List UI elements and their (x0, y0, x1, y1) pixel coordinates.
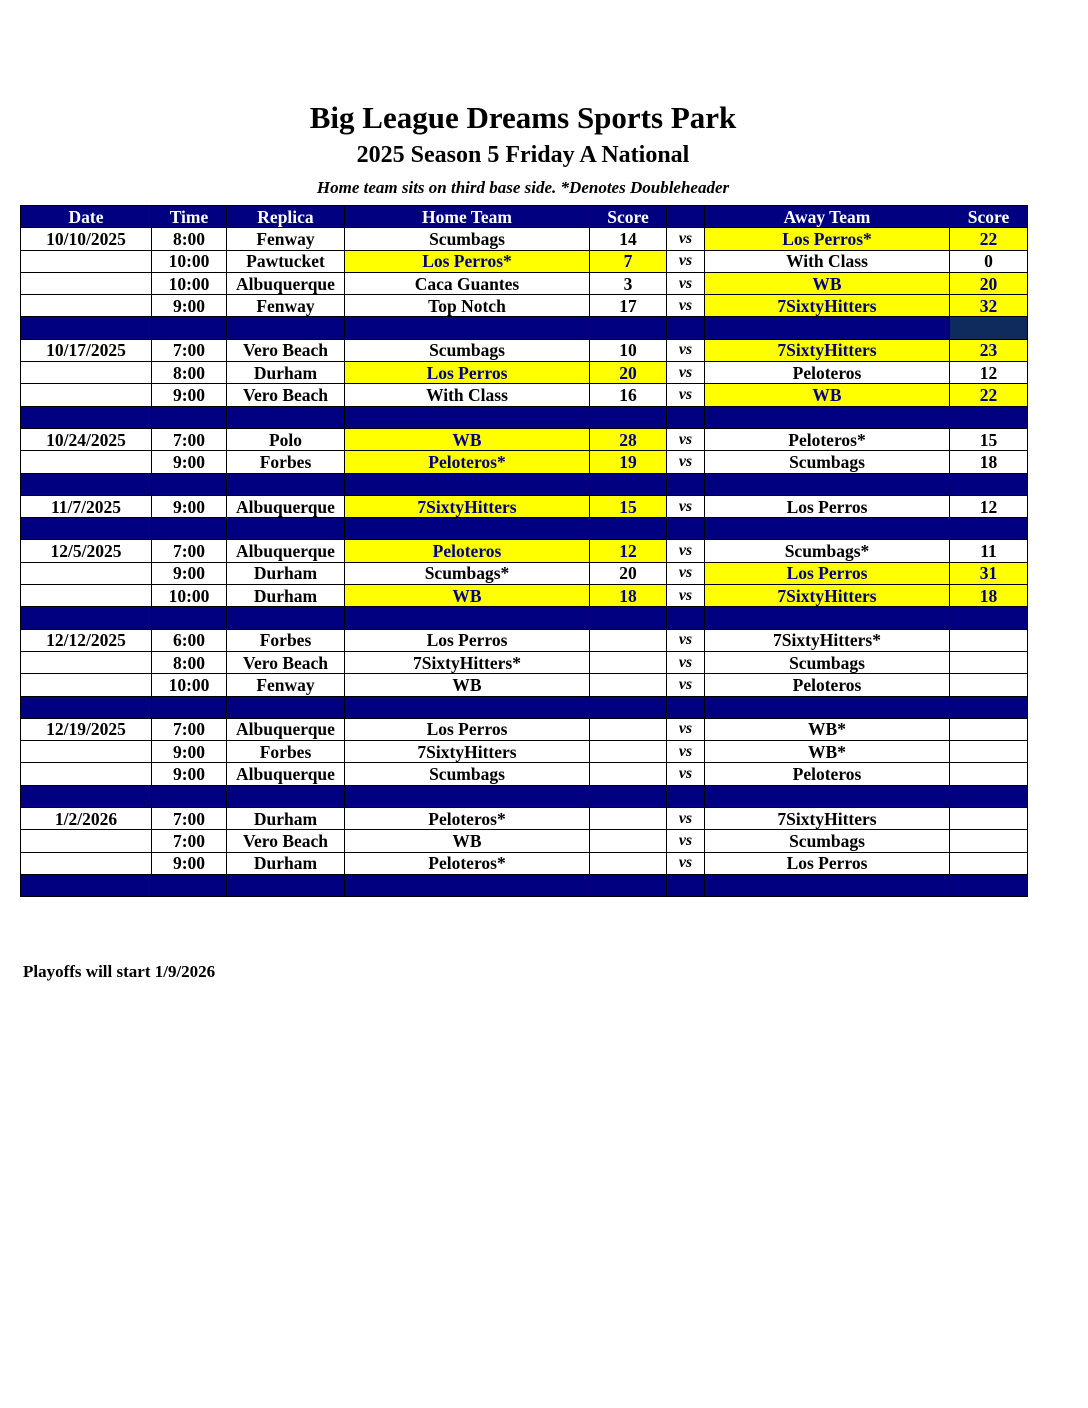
home-team-cell: WB (345, 674, 590, 696)
separator-cell (667, 518, 705, 540)
away-score-cell (950, 808, 1028, 830)
vs-cell: vs (667, 763, 705, 785)
home-team-cell: WB (345, 585, 590, 607)
separator-cell (705, 518, 950, 540)
time-cell: 7:00 (152, 808, 227, 830)
separator-row (21, 317, 1028, 339)
vs-cell: vs (667, 808, 705, 830)
date-cell: 11/7/2025 (21, 495, 152, 517)
home-team-cell: Top Notch (345, 295, 590, 317)
home-team-cell: Scumbags* (345, 562, 590, 584)
separator-cell (590, 874, 667, 896)
time-cell: 9:00 (152, 384, 227, 406)
home-score-cell: 7 (590, 250, 667, 272)
page-title: Big League Dreams Sports Park (309, 100, 737, 135)
separator-cell (21, 317, 152, 339)
time-cell: 9:00 (152, 495, 227, 517)
separator-cell (345, 406, 590, 428)
separator-cell (345, 696, 590, 718)
separator-cell (227, 406, 345, 428)
replica-cell: Durham (227, 852, 345, 874)
away-team-cell: Scumbags (705, 651, 950, 673)
vs-cell: vs (667, 629, 705, 651)
replica-cell: Albuquerque (227, 272, 345, 294)
separator-cell (590, 317, 667, 339)
replica-cell: Vero Beach (227, 384, 345, 406)
separator-cell (950, 473, 1028, 495)
separator-cell (227, 473, 345, 495)
vs-cell: vs (667, 384, 705, 406)
col-home-score: Score (590, 206, 667, 228)
home-score-cell: 10 (590, 339, 667, 361)
time-cell: 8:00 (152, 228, 227, 250)
away-team-cell: WB* (705, 741, 950, 763)
home-score-cell: 18 (590, 585, 667, 607)
date-cell (21, 272, 152, 294)
away-score-cell (950, 763, 1028, 785)
col-vs (667, 206, 705, 228)
time-cell: 9:00 (152, 852, 227, 874)
vs-cell: vs (667, 250, 705, 272)
home-team-cell: 7SixtyHitters (345, 495, 590, 517)
away-score-cell: 15 (950, 428, 1028, 450)
away-team-cell: WB (705, 384, 950, 406)
separator-cell (590, 607, 667, 629)
separator-cell (667, 607, 705, 629)
away-score-cell: 31 (950, 562, 1028, 584)
date-cell (21, 741, 152, 763)
separator-cell (950, 518, 1028, 540)
replica-cell: Polo (227, 428, 345, 450)
time-cell: 10:00 (152, 585, 227, 607)
away-score-cell: 12 (950, 362, 1028, 384)
date-cell (21, 451, 152, 473)
col-away-team: Away Team (705, 206, 950, 228)
date-cell (21, 250, 152, 272)
date-cell: 1/2/2026 (21, 808, 152, 830)
table-row (21, 830, 1028, 852)
home-score-cell (590, 718, 667, 740)
separator-cell (667, 874, 705, 896)
separator-cell (152, 473, 227, 495)
table-row (21, 495, 1028, 517)
home-team-cell: Scumbags (345, 228, 590, 250)
playoffs-note: Playoffs will start 1/9/2026 (23, 962, 216, 981)
table-row (21, 428, 1028, 450)
time-cell: 7:00 (152, 718, 227, 740)
separator-row (21, 607, 1028, 629)
time-cell: 9:00 (152, 763, 227, 785)
away-team-cell: With Class (705, 250, 950, 272)
date-cell (21, 674, 152, 696)
away-score-cell (950, 830, 1028, 852)
away-score-cell (950, 651, 1028, 673)
separator-cell (590, 518, 667, 540)
away-score-cell (950, 718, 1028, 740)
time-cell: 8:00 (152, 362, 227, 384)
replica-cell: Fenway (227, 295, 345, 317)
home-team-cell: WB (345, 428, 590, 450)
date-cell: 10/17/2025 (21, 339, 152, 361)
away-team-cell: Los Perros* (705, 228, 950, 250)
vs-cell: vs (667, 362, 705, 384)
away-team-cell: 7SixtyHitters (705, 295, 950, 317)
separator-cell (345, 607, 590, 629)
time-cell: 7:00 (152, 428, 227, 450)
separator-cell (227, 874, 345, 896)
col-time: Time (152, 206, 227, 228)
date-cell: 12/19/2025 (21, 718, 152, 740)
table-row (21, 451, 1028, 473)
date-cell (21, 830, 152, 852)
table-row (21, 362, 1028, 384)
away-team-cell: Scumbags* (705, 540, 950, 562)
vs-cell: vs (667, 495, 705, 517)
home-team-cell: Peloteros* (345, 852, 590, 874)
home-team-cell: Caca Guantes (345, 272, 590, 294)
home-score-cell (590, 629, 667, 651)
separator-cell (152, 406, 227, 428)
home-score-cell: 20 (590, 562, 667, 584)
table-header-row (21, 206, 1028, 228)
separator-cell (152, 317, 227, 339)
home-team-cell: Los Perros (345, 362, 590, 384)
table-row (21, 540, 1028, 562)
home-score-cell: 17 (590, 295, 667, 317)
separator-cell (705, 406, 950, 428)
vs-cell: vs (667, 272, 705, 294)
separator-cell (152, 518, 227, 540)
vs-cell: vs (667, 339, 705, 361)
time-cell: 8:00 (152, 651, 227, 673)
home-team-cell: 7SixtyHitters* (345, 651, 590, 673)
table-row (21, 585, 1028, 607)
separator-cell (227, 785, 345, 807)
separator-cell (345, 785, 590, 807)
home-score-cell: 20 (590, 362, 667, 384)
table-row (21, 741, 1028, 763)
separator-cell (590, 406, 667, 428)
separator-cell (705, 696, 950, 718)
vs-cell: vs (667, 540, 705, 562)
separator-cell (950, 874, 1028, 896)
replica-cell: Forbes (227, 629, 345, 651)
schedule-table (20, 205, 1028, 897)
table-row (21, 763, 1028, 785)
date-cell (21, 384, 152, 406)
table-row (21, 718, 1028, 740)
season-subtitle: 2025 Season 5 Friday A National (356, 142, 690, 168)
away-team-cell: Los Perros (705, 562, 950, 584)
home-score-cell (590, 830, 667, 852)
time-cell: 7:00 (152, 540, 227, 562)
replica-cell: Albuquerque (227, 718, 345, 740)
time-cell: 6:00 (152, 629, 227, 651)
separator-cell (950, 607, 1028, 629)
home-score-cell (590, 651, 667, 673)
table-row (21, 852, 1028, 874)
away-team-cell: Scumbags (705, 451, 950, 473)
date-cell (21, 562, 152, 584)
table-row (21, 651, 1028, 673)
away-score-cell: 22 (950, 384, 1028, 406)
away-score-cell (950, 629, 1028, 651)
schedule-body (21, 228, 1028, 897)
separator-cell (152, 874, 227, 896)
date-cell (21, 651, 152, 673)
separator-cell (705, 785, 950, 807)
table-row (21, 808, 1028, 830)
table-row (21, 295, 1028, 317)
vs-cell: vs (667, 295, 705, 317)
home-score-cell: 12 (590, 540, 667, 562)
home-team-cell: WB (345, 830, 590, 852)
separator-cell (705, 317, 950, 339)
col-replica: Replica (227, 206, 345, 228)
away-score-cell: 32 (950, 295, 1028, 317)
col-date: Date (21, 206, 152, 228)
table-row (21, 339, 1028, 361)
separator-cell (21, 874, 152, 896)
separator-cell (21, 785, 152, 807)
home-score-cell (590, 852, 667, 874)
separator-cell (227, 607, 345, 629)
replica-cell: Durham (227, 362, 345, 384)
replica-cell: Vero Beach (227, 830, 345, 852)
away-team-cell: 7SixtyHitters (705, 339, 950, 361)
separator-cell (227, 518, 345, 540)
time-cell: 9:00 (152, 562, 227, 584)
date-cell (21, 763, 152, 785)
away-team-cell: 7SixtyHitters (705, 808, 950, 830)
vs-cell: vs (667, 718, 705, 740)
date-cell: 10/24/2025 (21, 428, 152, 450)
time-cell: 7:00 (152, 339, 227, 361)
home-score-cell: 15 (590, 495, 667, 517)
home-score-cell: 28 (590, 428, 667, 450)
time-cell: 9:00 (152, 295, 227, 317)
away-score-cell: 18 (950, 451, 1028, 473)
date-cell (21, 295, 152, 317)
separator-cell (21, 518, 152, 540)
home-score-cell (590, 674, 667, 696)
home-team-cell: Peloteros* (345, 808, 590, 830)
vs-cell: vs (667, 451, 705, 473)
home-score-cell: 3 (590, 272, 667, 294)
table-row (21, 674, 1028, 696)
away-score-cell (950, 852, 1028, 874)
separator-cell (21, 406, 152, 428)
date-cell (21, 852, 152, 874)
vs-cell: vs (667, 428, 705, 450)
home-team-cell: Los Perros (345, 629, 590, 651)
replica-cell: Durham (227, 585, 345, 607)
time-cell: 9:00 (152, 451, 227, 473)
separator-row (21, 518, 1028, 540)
home-score-cell: 14 (590, 228, 667, 250)
separator-cell (227, 317, 345, 339)
away-score-cell (950, 741, 1028, 763)
separator-cell (21, 696, 152, 718)
table-row (21, 562, 1028, 584)
replica-cell: Fenway (227, 228, 345, 250)
col-home-team: Home Team (345, 206, 590, 228)
table-row (21, 250, 1028, 272)
separator-row (21, 785, 1028, 807)
vs-cell: vs (667, 852, 705, 874)
home-team-cell: With Class (345, 384, 590, 406)
home-team-cell: Los Perros (345, 718, 590, 740)
separator-cell (345, 874, 590, 896)
away-team-cell: Peloteros (705, 362, 950, 384)
separator-cell (705, 874, 950, 896)
away-team-cell: WB (705, 272, 950, 294)
time-cell: 10:00 (152, 272, 227, 294)
separator-cell (950, 785, 1028, 807)
away-team-cell: 7SixtyHitters (705, 585, 950, 607)
vs-cell: vs (667, 830, 705, 852)
home-score-cell (590, 763, 667, 785)
table-row (21, 228, 1028, 250)
separator-cell (950, 696, 1028, 718)
separator-cell (345, 317, 590, 339)
time-cell: 10:00 (152, 674, 227, 696)
separator-cell (950, 317, 1028, 339)
separator-cell (345, 473, 590, 495)
replica-cell: Albuquerque (227, 495, 345, 517)
replica-cell: Vero Beach (227, 339, 345, 361)
schedule-note: Home team sits on third base side. *Denotes Doubleheader (316, 178, 730, 197)
replica-cell: Durham (227, 808, 345, 830)
away-score-cell: 0 (950, 250, 1028, 272)
replica-cell: Forbes (227, 451, 345, 473)
separator-cell (950, 406, 1028, 428)
away-score-cell: 23 (950, 339, 1028, 361)
away-score-cell: 22 (950, 228, 1028, 250)
date-cell: 12/12/2025 (21, 629, 152, 651)
replica-cell: Pawtucket (227, 250, 345, 272)
time-cell: 10:00 (152, 250, 227, 272)
away-team-cell: 7SixtyHitters* (705, 629, 950, 651)
away-score-cell: 11 (950, 540, 1028, 562)
separator-cell (21, 473, 152, 495)
separator-cell (152, 607, 227, 629)
replica-cell: Albuquerque (227, 763, 345, 785)
away-team-cell: Peloteros (705, 674, 950, 696)
away-team-cell: Peloteros* (705, 428, 950, 450)
home-team-cell: 7SixtyHitters (345, 741, 590, 763)
away-team-cell: WB* (705, 718, 950, 740)
separator-row (21, 696, 1028, 718)
separator-cell (667, 785, 705, 807)
away-team-cell: Scumbags (705, 830, 950, 852)
away-score-cell: 12 (950, 495, 1028, 517)
col-away-score: Score (950, 206, 1028, 228)
away-team-cell: Los Perros (705, 495, 950, 517)
separator-cell (705, 607, 950, 629)
separator-cell (667, 473, 705, 495)
replica-cell: Albuquerque (227, 540, 345, 562)
time-cell: 7:00 (152, 830, 227, 852)
away-team-cell: Peloteros (705, 763, 950, 785)
vs-cell: vs (667, 651, 705, 673)
replica-cell: Durham (227, 562, 345, 584)
vs-cell: vs (667, 228, 705, 250)
separator-cell (667, 317, 705, 339)
separator-row (21, 473, 1028, 495)
time-cell: 9:00 (152, 741, 227, 763)
separator-cell (667, 406, 705, 428)
table-row (21, 384, 1028, 406)
separator-cell (345, 518, 590, 540)
away-score-cell (950, 674, 1028, 696)
home-team-cell: Los Perros* (345, 250, 590, 272)
separator-cell (590, 696, 667, 718)
table-row (21, 629, 1028, 651)
home-score-cell: 19 (590, 451, 667, 473)
home-team-cell: Peloteros (345, 540, 590, 562)
separator-cell (152, 696, 227, 718)
date-cell (21, 362, 152, 384)
separator-cell (705, 473, 950, 495)
vs-cell: vs (667, 741, 705, 763)
separator-row (21, 406, 1028, 428)
home-team-cell: Peloteros* (345, 451, 590, 473)
home-score-cell: 16 (590, 384, 667, 406)
separator-cell (21, 607, 152, 629)
separator-cell (590, 785, 667, 807)
separator-row (21, 874, 1028, 896)
replica-cell: Vero Beach (227, 651, 345, 673)
date-cell (21, 585, 152, 607)
home-score-cell (590, 808, 667, 830)
separator-cell (227, 696, 345, 718)
date-cell: 10/10/2025 (21, 228, 152, 250)
replica-cell: Forbes (227, 741, 345, 763)
away-score-cell: 20 (950, 272, 1028, 294)
home-team-cell: Scumbags (345, 763, 590, 785)
home-score-cell (590, 741, 667, 763)
away-team-cell: Los Perros (705, 852, 950, 874)
separator-cell (590, 473, 667, 495)
separator-cell (667, 696, 705, 718)
table-row (21, 272, 1028, 294)
separator-cell (152, 785, 227, 807)
replica-cell: Fenway (227, 674, 345, 696)
vs-cell: vs (667, 562, 705, 584)
home-team-cell: Scumbags (345, 339, 590, 361)
vs-cell: vs (667, 674, 705, 696)
away-score-cell: 18 (950, 585, 1028, 607)
vs-cell: vs (667, 585, 705, 607)
date-cell: 12/5/2025 (21, 540, 152, 562)
